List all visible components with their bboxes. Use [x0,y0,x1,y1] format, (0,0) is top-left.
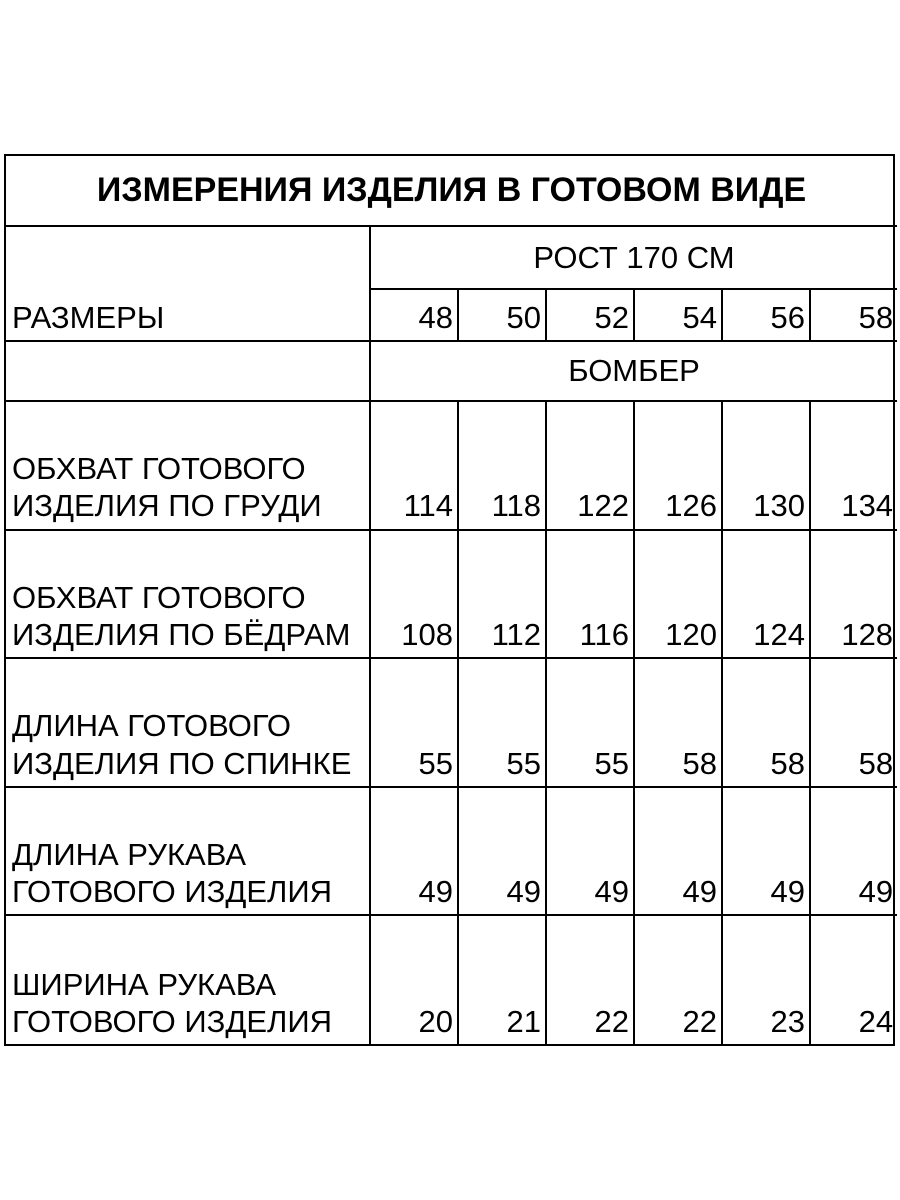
value-cell: 126 [634,401,722,530]
value-cell: 49 [634,787,722,916]
measure-label-line: ОБХВАТ ГОТОВОГО [12,579,306,615]
measure-label-line: ГОТОВОГО ИЗДЕЛИЯ [12,874,333,910]
value-cell: 55 [370,658,458,787]
value-cell: 49 [722,787,810,916]
title-row [6,156,897,226]
measure-label [6,658,370,787]
height-label: РОСТ 170 СМ [370,226,897,288]
measure-label-line: ГОТОВОГО ИЗДЕЛИЯ [12,1003,333,1039]
height-row [6,226,897,288]
value-cell: 49 [458,787,546,916]
measure-label-line: ДЛИНА ГОТОВОГО [12,708,292,744]
value-cell: 116 [546,530,634,659]
table-title: ИЗМЕРЕНИЯ ИЗДЕЛИЯ В ГОТОВОМ ВИДЕ [6,156,897,226]
value-cell: 130 [722,401,810,530]
value-cell: 58 [722,658,810,787]
value-cell: 120 [634,530,722,659]
value-cell: 122 [546,401,634,530]
value-cell: 22 [546,915,634,1044]
measure-label-line: ДЛИНА РУКАВА [12,837,247,873]
table-row [6,787,897,916]
size-cell: 56 [722,289,810,341]
size-chart [4,154,895,1046]
value-cell: 128 [810,530,897,659]
measure-label-line: ИЗДЕЛИЯ ПО СПИНКЕ [12,745,352,781]
value-cell: 134 [810,401,897,530]
size-cell: 58 [810,289,897,341]
measure-label [6,915,370,1044]
value-cell: 49 [810,787,897,916]
value-cell: 49 [370,787,458,916]
empty-cell [6,341,370,401]
table-row [6,401,897,530]
table-row [6,530,897,659]
value-cell: 20 [370,915,458,1044]
value-cell: 112 [458,530,546,659]
value-cell: 21 [458,915,546,1044]
value-cell: 49 [546,787,634,916]
value-cell: 23 [722,915,810,1044]
value-cell: 58 [810,658,897,787]
value-cell: 24 [810,915,897,1044]
size-cell: 54 [634,289,722,341]
value-cell: 124 [722,530,810,659]
value-cell: 22 [634,915,722,1044]
measure-label [6,530,370,659]
size-cell: 48 [370,289,458,341]
value-cell: 55 [546,658,634,787]
value-cell: 108 [370,530,458,659]
measure-label-line: ОБХВАТ ГОТОВОГО [12,451,306,487]
measure-label-line: ШИРИНА РУКАВА [12,966,277,1002]
size-cell: 52 [546,289,634,341]
measure-label-line: ИЗДЕЛИЯ ПО БЁДРАМ [12,617,351,653]
measure-label [6,787,370,916]
size-table [6,156,897,1044]
sizes-label: РАЗМЕРЫ [6,226,370,341]
product-name: БОМБЕР [370,341,897,401]
value-cell: 55 [458,658,546,787]
measure-label [6,401,370,530]
value-cell: 118 [458,401,546,530]
table-row [6,915,897,1044]
table-row [6,658,897,787]
product-row [6,341,897,401]
value-cell: 58 [634,658,722,787]
measure-label-line: ИЗДЕЛИЯ ПО ГРУДИ [12,488,322,524]
value-cell: 114 [370,401,458,530]
size-cell: 50 [458,289,546,341]
